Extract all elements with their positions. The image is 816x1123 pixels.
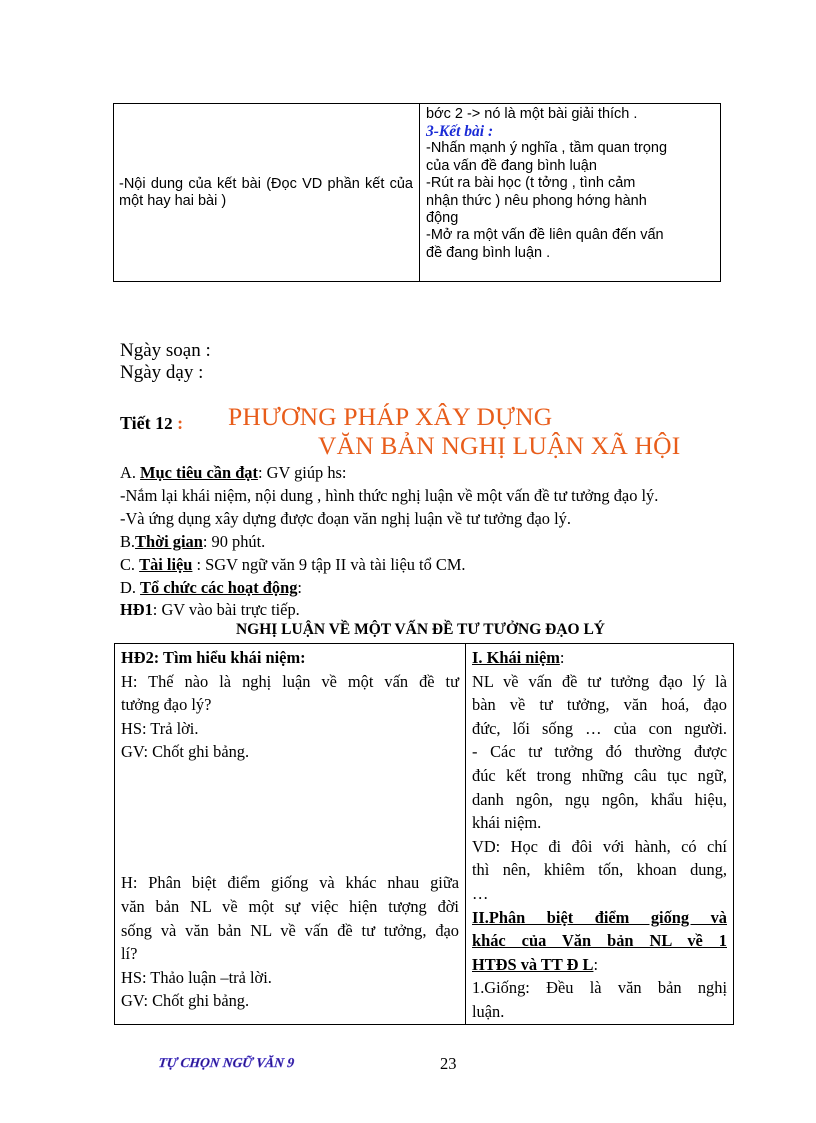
activity-1-label: HĐ1 xyxy=(120,600,153,619)
footer-wordart xyxy=(158,1049,308,1075)
right-line-2: bàn về tư tưởng, văn hoá, đạo xyxy=(472,695,727,715)
ngay-soan: Ngày soạn : xyxy=(120,340,211,361)
objective-d: D. Tổ chức các hoạt động: xyxy=(120,578,302,597)
right2-line-1: 1.Giống: Đều là văn bản nghị xyxy=(472,978,727,998)
right-line-3: đức, lối sống … của con người. xyxy=(472,718,727,738)
right2-line-2: luận. xyxy=(472,1001,505,1021)
compare-heading-line-1: II.Phân biệt điểm giống và xyxy=(472,907,727,927)
objective-c-label: Tài liệu xyxy=(139,555,193,574)
right-line-6: nhận thức ) nêu phong hớng hành xyxy=(426,192,647,209)
right-line-10: … xyxy=(472,883,489,903)
concept-heading: I. Khái niệm: xyxy=(472,648,565,667)
section-heading: NGHỊ LUẬN VỀ MỘT VẤN ĐỀ TƯ TƯỞNG ĐẠO LÝ xyxy=(235,621,606,638)
left-line-2: tưởng đạo lý? xyxy=(121,695,212,715)
lesson-label xyxy=(120,413,183,434)
ngay-day: Ngày dạy : xyxy=(120,362,204,383)
objective-a-label: Mục tiêu cần đạt xyxy=(140,463,258,482)
objective-c: C. Tài liệu : SGV ngữ văn 9 tập II và tài liệu tổ CM. xyxy=(120,555,466,574)
main-table xyxy=(114,643,734,1025)
top-table-left-cell xyxy=(114,104,420,282)
top-table xyxy=(113,103,721,282)
lesson-title-line-1: PHƯƠNG PHÁP XÂY DỰNG xyxy=(228,402,553,431)
top-table-right-cell xyxy=(420,104,721,282)
right-line-7: khái niệm. xyxy=(472,813,542,833)
lesson-label-text: Tiết 1 xyxy=(120,413,165,433)
lesson-colon: : xyxy=(172,413,184,433)
objective-d-label: Tổ chức các hoạt động xyxy=(140,578,298,597)
right-line-6: danh ngôn, ngụ ngôn, khẩu hiệu, xyxy=(472,789,727,809)
right-line-4: - Các tư tưởng đó thường được xyxy=(472,742,727,762)
left-line-4: GV: Chốt ghi bảng. xyxy=(121,742,250,762)
left-line-1: H: Thế nào là nghị luận về một vấn đề tư xyxy=(121,671,459,691)
left-line-5: H: Phân biệt điểm giống và khác nhau giữa xyxy=(121,873,459,893)
conclusion-content-prompt: -Nội dung của kết bài (Đọc VD phần kết của một hay hai bài ) xyxy=(119,175,413,209)
objective-b: B.Thời gian: 90 phút. xyxy=(120,532,266,551)
left-line-9: HS: Thảo luận –trả lời. xyxy=(121,967,272,987)
right-line-4: của vấn đề đang bình luận xyxy=(426,157,597,174)
objective-b-label: Thời gian xyxy=(135,532,203,551)
right-line-5: -Rút ra bài học (t tởng , tình cảm xyxy=(426,175,636,192)
left-line-7: sống và văn bản NL về vấn đề tư tưởng, đạo xyxy=(121,920,459,940)
objective-line-1: -Nắm lại khái niệm, nội dung , hình thức nghị luận về một vấn đề tư tưởng đạo lý. xyxy=(120,486,659,505)
objective-line-2: -Và ứng dụng xây dựng được đoạn văn nghị luận về tư tưởng đạo lý. xyxy=(120,509,571,528)
left-line-10: GV: Chốt ghi bảng. xyxy=(121,991,250,1011)
right-line-9: đề đang bình luận . xyxy=(426,244,551,261)
right-line-9: thì nên, khiêm tốn, khoan dung, xyxy=(472,860,727,880)
right-line-8: VD: Học đi đôi với hành, có chí xyxy=(472,836,727,856)
right-line-8: -Mở ra một vấn đề liên quân đến vấn xyxy=(426,227,664,244)
left-line-3: HS: Trả lời. xyxy=(121,718,199,738)
compare-heading-line-2: khác của Văn bản NL về 1 xyxy=(472,931,727,951)
main-table-left-cell xyxy=(115,644,466,1025)
right-line-5: đúc kết trong những câu tục ngữ, xyxy=(472,765,727,785)
ket-bai-heading: 3-Kết bài : xyxy=(426,123,494,141)
page-number: 23 xyxy=(440,1054,457,1073)
lesson-title-line-2: VĂN BẢN NGHỊ LUẬN XÃ HỘI xyxy=(318,431,681,460)
lesson-number: 2 xyxy=(164,414,173,433)
right-line-1: bớc 2 -> nó là một bài giải thích . xyxy=(426,106,638,122)
compare-heading-line-3: HTĐS và TT Đ L: xyxy=(472,954,599,974)
footer-wordart-text: TỰ CHỌN NGỮ VĂN 9 xyxy=(158,1055,295,1070)
left-line-8: lí? xyxy=(121,944,138,964)
right-line-7: động xyxy=(426,210,459,227)
left-line-6: văn bản NL về một sự việc hiện tượng đời xyxy=(121,896,459,916)
activity-2-heading: HĐ2: Tìm hiểu khái niệm: xyxy=(121,648,306,667)
right-line-3: -Nhấn mạnh ý nghĩa , tầm quan trọng xyxy=(426,140,668,157)
right-line-1: NL về vấn đề tư tưởng đạo lý là xyxy=(472,671,727,691)
objective-a: A. Mục tiêu cần đạt: GV giúp hs: xyxy=(120,463,347,482)
main-table-right-cell xyxy=(466,644,734,1025)
activity-1: HĐ1: GV vào bài trực tiếp. xyxy=(120,600,300,619)
